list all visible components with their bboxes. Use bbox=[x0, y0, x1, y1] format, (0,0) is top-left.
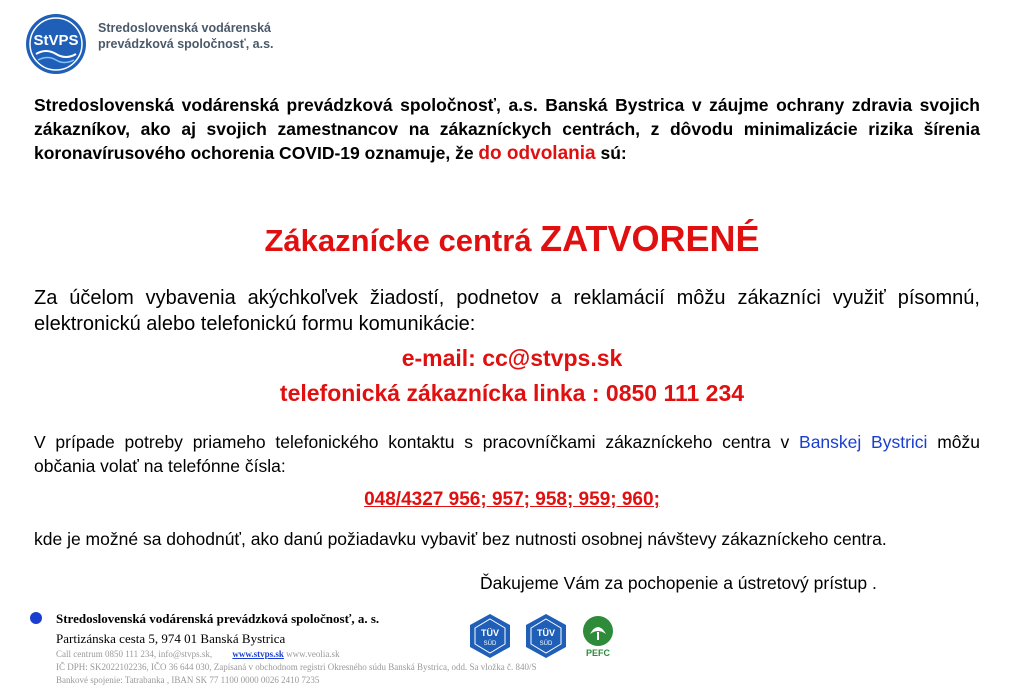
footer-web2: www.veolia.sk bbox=[286, 649, 340, 659]
svg-text:PEFC: PEFC bbox=[585, 648, 611, 658]
stvps-logo bbox=[24, 12, 88, 76]
tuv-badge-icon bbox=[466, 612, 514, 660]
footer-contacts: Call centrum 0850 111 234, info@stvps.sk, www.stvps.sk www.veolia.sk bbox=[56, 649, 340, 659]
thanks-line: Ďakujeme Vám za pochopenie a ústretový prístup . bbox=[480, 573, 877, 593]
intro-highlight: do odvolania bbox=[478, 143, 596, 164]
closing-paragraph: kde je možné sa dohodnúť, ako danú požiadavku vybaviť bez nutnosti osobnej návštevy zákazníckeho centra. bbox=[34, 529, 887, 549]
city-name: Banskej Bystrici bbox=[799, 432, 928, 452]
contact-email[interactable]: e-mail: cc@stvps.sk bbox=[401, 345, 623, 371]
svg-text:TÜV: TÜV bbox=[481, 628, 499, 638]
svg-text:SÜD: SÜD bbox=[483, 641, 497, 647]
header-company-name: Stredoslovenská vodárenská prevádzková spoločnosť, a.s. bbox=[98, 21, 274, 51]
svg-text:SÜD: SÜD bbox=[539, 641, 553, 647]
direct-contact-paragraph: V prípade potreby priameho telefonického kontaktu s pracovníčkami zákazníckeho centra v Banskej Bystrici môžu občania volať na telefónne čísla: bbox=[34, 432, 980, 476]
svg-text:TÜV: TÜV bbox=[537, 628, 555, 638]
footer-registry: IČ DPH: SK2022102236, IČO 36 644 030, Zapísaná v obchodnom registri Okresného súdu Banská Bystrica, odd. Sa vložka č. 840/S bbox=[56, 662, 537, 672]
contact-hotline: telefonická zákaznícka linka : 0850 111 234 bbox=[279, 380, 745, 406]
footer-bank: Bankové spojenie: Tatrabanka , IBAN SK 77 1100 0000 0026 2410 7235 bbox=[56, 675, 320, 685]
tuv-badge-2-icon bbox=[522, 612, 570, 660]
contact-paragraph: Za účelom vybavenia akýchkoľvek žiadostí, podnetov a reklamácií môžu zákazníci využiť písomnú, elektronickú alebo telefonickú formu komunikácie: bbox=[34, 287, 980, 335]
pefc-badge-icon bbox=[578, 614, 618, 660]
phone-numbers: 048/4327 956; 957; 958; 959; 960; bbox=[364, 489, 660, 510]
footer-web-link[interactable]: www.stvps.sk bbox=[232, 649, 284, 659]
headline: Zákaznícke centrá ZATVORENÉ bbox=[264, 218, 760, 259]
footer-bullet-icon bbox=[30, 612, 42, 624]
footer-company: Stredoslovenská vodárenská prevádzková spoločnosť, a. s. bbox=[56, 611, 380, 626]
logo-text: StVPS bbox=[33, 32, 79, 49]
intro-paragraph: Stredoslovenská vodárenská prevádzková spoločnosť, a.s. Banská Bystrica v záujme ochrany zdravia svojich zákazníkov, ako aj svojich zamestnancov na zákazníckych centrách, z dôvodu minimalizácie rizika šírenia koronavírusového ochorenia COVID-19 oznamuje, že do odvolania sú: bbox=[34, 95, 980, 164]
footer-address: Partizánska cesta 5, 974 01 Banská Bystrica bbox=[56, 631, 286, 646]
